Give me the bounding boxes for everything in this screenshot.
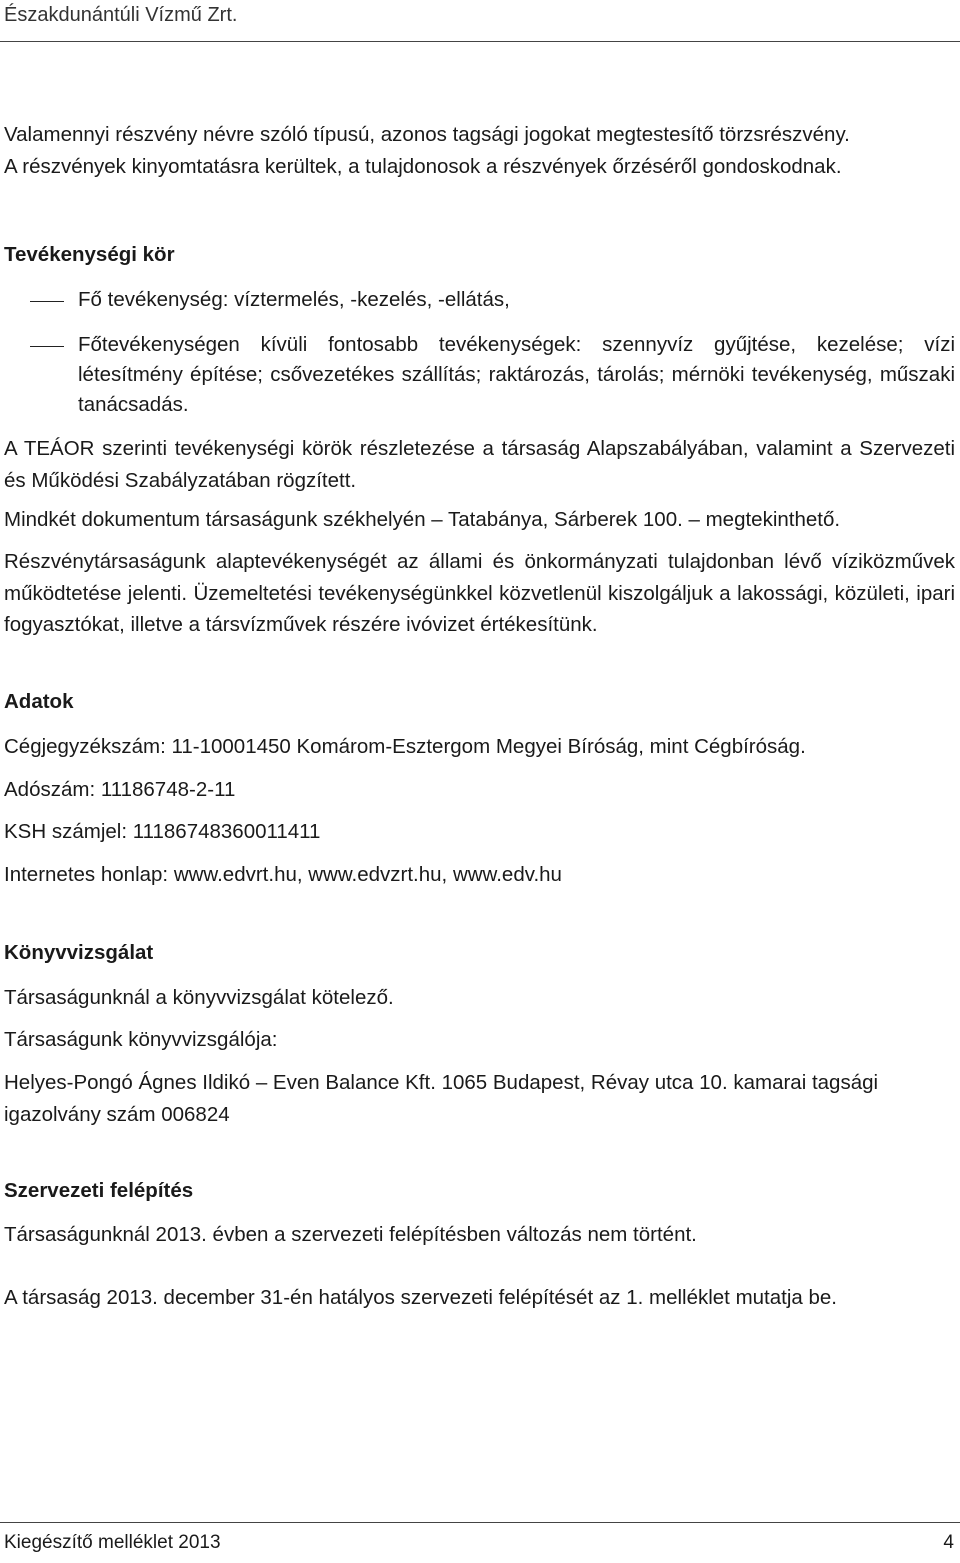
registry-number: Cégjegyzékszám: 11-10001450 Komárom-Esztergom Megyei Bíróság, mint Cégbíróság. <box>4 735 806 758</box>
bullet-dash-icon <box>30 346 64 347</box>
auditor-details: Helyes-Pongó Ágnes Ildikó – Even Balance Kft. 1065 Budapest, Révay utca 10. kamarai tagsági igazolvány szám 006824 <box>4 1071 879 1126</box>
tax-number: Adószám: 11186748-2-11 <box>4 778 236 801</box>
intro-line-2: A részvények kinyomtatásra kerültek, a tulajdonosok a részvények őrzéséről gondoskodnak. <box>4 155 842 178</box>
website-list: Internetes honlap: www.edvrt.hu, www.edvzrt.hu, www.edv.hu <box>4 863 562 886</box>
intro-line-1: Valamennyi részvény névre szóló típusú, azonos tagsági jogokat megtestesítő törzsrészvény. <box>4 123 850 146</box>
auditor-label: Társaságunk könyvvizsgálója: <box>4 1028 278 1051</box>
org-structure-reference: A társaság 2013. december 31-én hatályos szervezeti felépítését az 1. melléklet mutatja be. <box>4 1286 837 1309</box>
section-heading-organization: Szervezeti felépítés <box>4 1179 194 1202</box>
ksh-number: KSH számjel: 11186748360011411 <box>4 820 321 843</box>
documents-paragraph: Mindkét dokumentum társaságunk székhelyén – Tatabánya, Sárberek 100. – megtekinthető. <box>4 508 841 531</box>
bullet-other-activities: Főtevékenységen kívüli fontosabb tevékenységek: szennyvíz gyűjtése, kezelése; vízi létesítmény építése; csővezetékes szállítás; raktározás, tárolás; mérnöki tevékenység, műszaki tanácsadás. <box>78 333 955 416</box>
bullet-main-activity: Fő tevékenység: víztermelés, -kezelés, -ellátás, <box>78 288 510 311</box>
section-heading-audit: Könyvvizsgálat <box>4 941 154 964</box>
audit-mandatory: Társaságunknál a könyvvizsgálat kötelező. <box>4 986 394 1009</box>
section-heading-data: Adatok <box>4 690 74 713</box>
footer-divider <box>0 1522 960 1523</box>
section-heading-activity: Tevékenységi kör <box>4 243 175 266</box>
header-company-name: Északdunántúli Vízmű Zrt. <box>4 4 238 26</box>
page-number: 4 <box>943 1532 954 1553</box>
footer-document-title: Kiegészítő melléklet 2013 <box>4 1532 221 1553</box>
org-no-change: Társaságunknál 2013. évben a szervezeti felépítésben változás nem történt. <box>4 1223 697 1246</box>
teaor-paragraph: A TEÁOR szerinti tevékenységi körök részletezése a társaság Alapszabályában, valamint a Szervezeti és Működési Szabályzatában rögzített. <box>4 437 955 492</box>
core-activity-paragraph: Részvénytársaságunk alaptevékenységét az állami és önkormányzati tulajdonban lévő víziközművek működtetése jelenti. Üzemeltetési tevékenységünkkel közvetlenül kiszolgáljuk a lakossági, közületi, ipari fogyasztókat, illetve a társvízművek részére ivóvizet értékesítünk. <box>4 550 955 636</box>
bullet-dash-icon <box>30 301 64 302</box>
header-divider <box>0 41 960 42</box>
